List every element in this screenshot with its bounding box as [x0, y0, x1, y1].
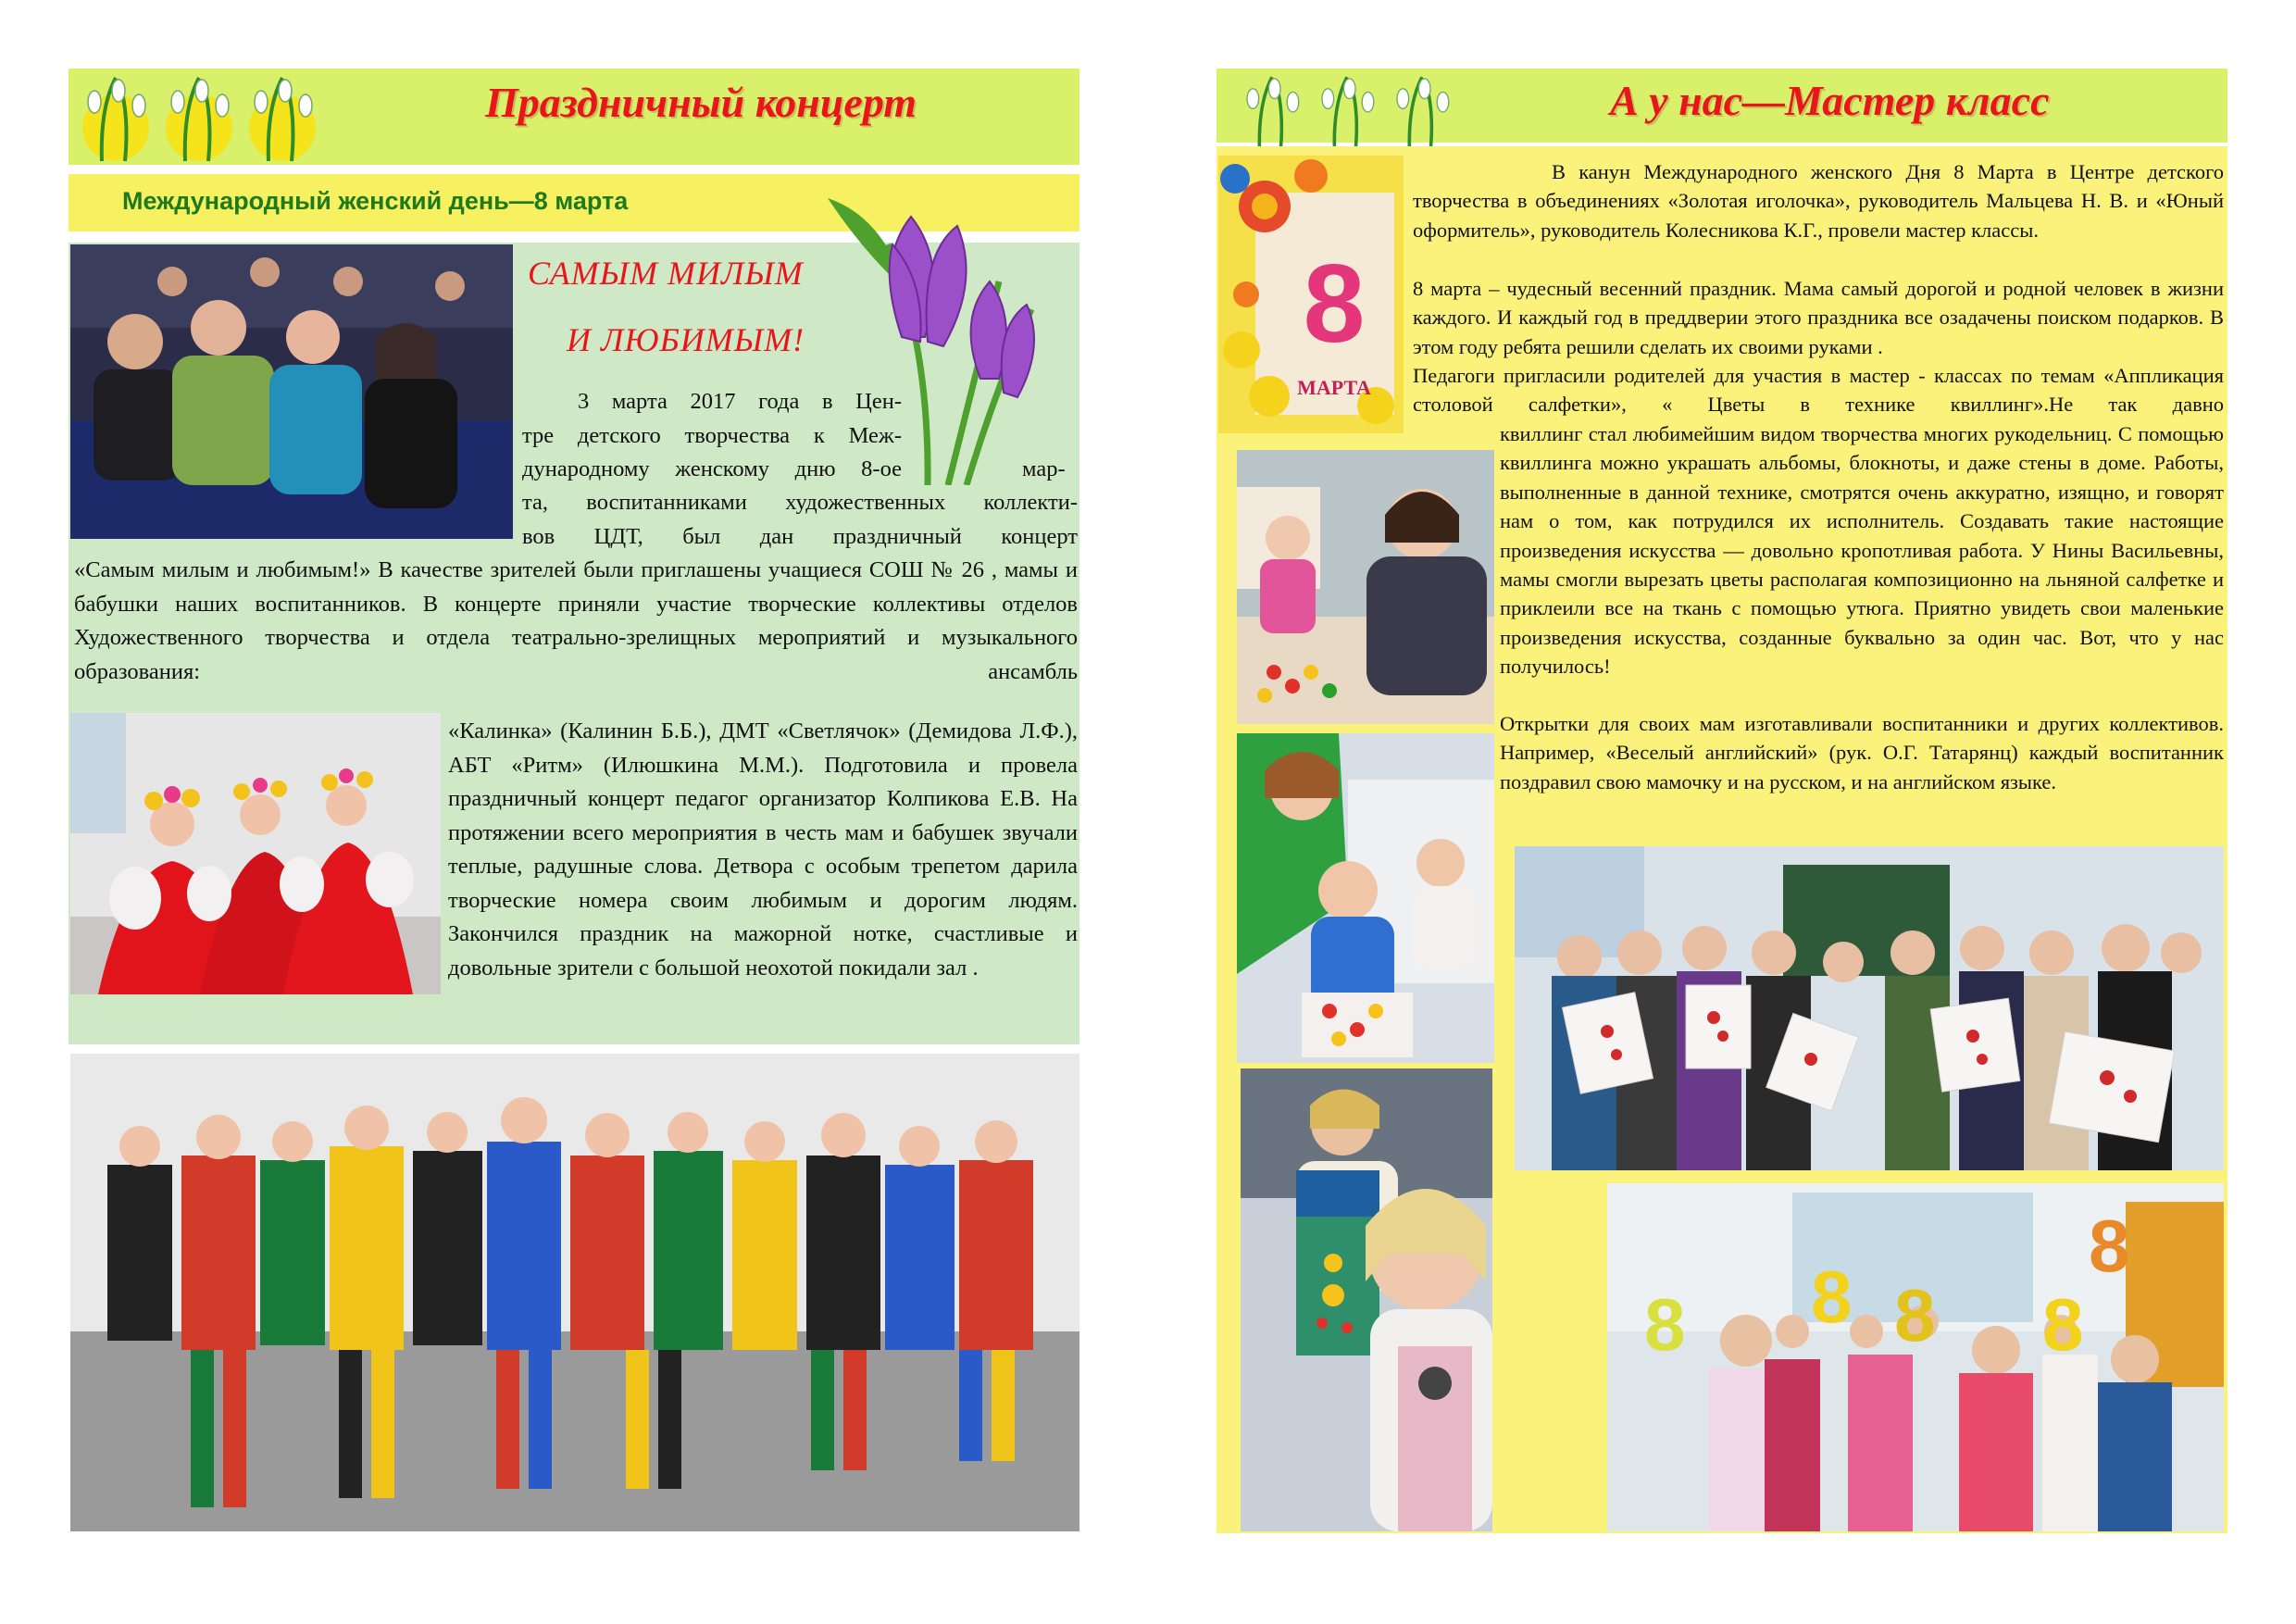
snowdrop-icon — [1222, 70, 1472, 154]
article-heading-line1: САМЫМ МИЛЫМ — [528, 255, 804, 292]
card-number: 8 — [1303, 242, 1366, 366]
page-title: Праздничный концерт — [485, 79, 917, 126]
header-bar — [69, 69, 1079, 165]
article-heading-line2: И ЛЮБИМЫМ! — [567, 321, 805, 358]
card-label: МАРТА — [1297, 376, 1371, 399]
article-text-mid: та, воспитанниками художественных коллекти- вов ЦДТ, был дан праздничный концерт — [522, 490, 1078, 549]
svg-text:8: 8 — [1644, 1283, 1686, 1366]
children-with-eights-photo — [1607, 1183, 2224, 1531]
girl-with-card-photo — [1241, 1068, 1492, 1531]
article-text-full: «Самым милым и любимым!» В качестве зрителей были приглашены учащиеся СОШ № 26 , мамы и бабушки наших воспитанников. В концерте приняли участие творческие коллективы отделов Художественного творчества и отдела театрально-зрелищных мероприятий и музыкального образования: ансамбль — [74, 557, 1078, 684]
article-text-tail: мар- — [1022, 456, 1066, 481]
audience-photo — [70, 244, 513, 539]
article-text-right: «Калинка» (Калинин Б.Б.), ДМТ «Светлячок» (Демидова Л.Ф.), АБТ «Ритм» (Илюшкина М.М.). Подготовила и провела праздничный концерт педагог организатор Колпикова Е.В. На протяжении всего мероприятия в честь мам и бабушек звучали теплые, радушные слова. Детвора с особым трепетом дарила творческие номера своим любимым и дорогим людям. Закончился праздник на мажорной нотке, счастливые и довольные зрители с большой неохотой покидали зал . — [448, 718, 1078, 981]
article-paragraph-3: Педагоги пригласили родителей для участия в мастер - классах по темам «Аппликация столовой салфетки», « Цветы в технике квиллинг».Не так давно — [1413, 364, 2224, 417]
march-8-card-photo — [1218, 156, 1404, 433]
right-page — [1217, 69, 2227, 1533]
article-paragraph-3-cont: квиллинг стал любимейшим видом творчества многих рукодельниц. С помощью квиллинга можно украшать альбомы, блокноты, и даже стены в доме. Работы, выполненные в данной технике, смотрятся очень аккуратно, изящно, и говорят нам о том, как потрудился их исполнитель. Создавать такие настоящие произведения искусства — довольно кропотливая работа. У Нины Васильевны, мамы смогли вырезать цветы располагая композиционно на льняной салфетке и приклеили все на ткань с помощью утюга. Приятно увидеть свои маленькие произведения искусства, созданные буквально за один час. Вот, что у нас получилось! — [1500, 422, 2224, 679]
page-title: А у нас—Мастер класс — [1610, 77, 2050, 124]
dancers-photo — [70, 713, 441, 994]
snowdrop-icon — [74, 70, 324, 163]
quilling-work-photo — [1237, 733, 1494, 1063]
svg-text:8: 8 — [2089, 1205, 2130, 1287]
article-paragraph-2: 8 марта – чудесный весенний праздник. Мама самый дорогой и родной человек в жизни каждого. И каждый год в преддверии этого праздника все озадачены поиском подарков. В этом году ребята решили сделать их своими руками . — [1413, 277, 2224, 358]
left-page — [69, 69, 1079, 1533]
page-subtitle: Международный женский день—8 марта — [122, 187, 629, 215]
article-paragraph-1: В канун Международного женского Дня 8 Марта в Центре детского творчества в объединениях «Золотая иголочка», руководитель Мальцева Н. В. и «Юный оформитель», руководитель Колесникова К.Г., провели мастер классы. — [1413, 160, 2224, 242]
svg-text:8: 8 — [1811, 1255, 1853, 1338]
header-bar — [1217, 69, 2227, 143]
article-text-top: 3 марта 2017 года в Цен- тре детского творчества к Меж- дународному женскому дню 8-ое — [522, 389, 902, 481]
mother-daughter-photo — [1237, 450, 1494, 724]
svg-text:8: 8 — [1894, 1274, 1936, 1356]
dance-group-photo — [70, 1054, 1079, 1531]
mothers-with-napkins-photo — [1515, 846, 2224, 1170]
article-paragraph-4: Открытки для своих мам изготавливали воспитанники и других коллективов. Например, «Веселый английский» (рук. О.Г. Татарянц) каждый воспитанник поздравил свою мамочку и на русском, и на английском языке. — [1500, 712, 2224, 793]
svg-text:8: 8 — [2042, 1283, 2084, 1366]
